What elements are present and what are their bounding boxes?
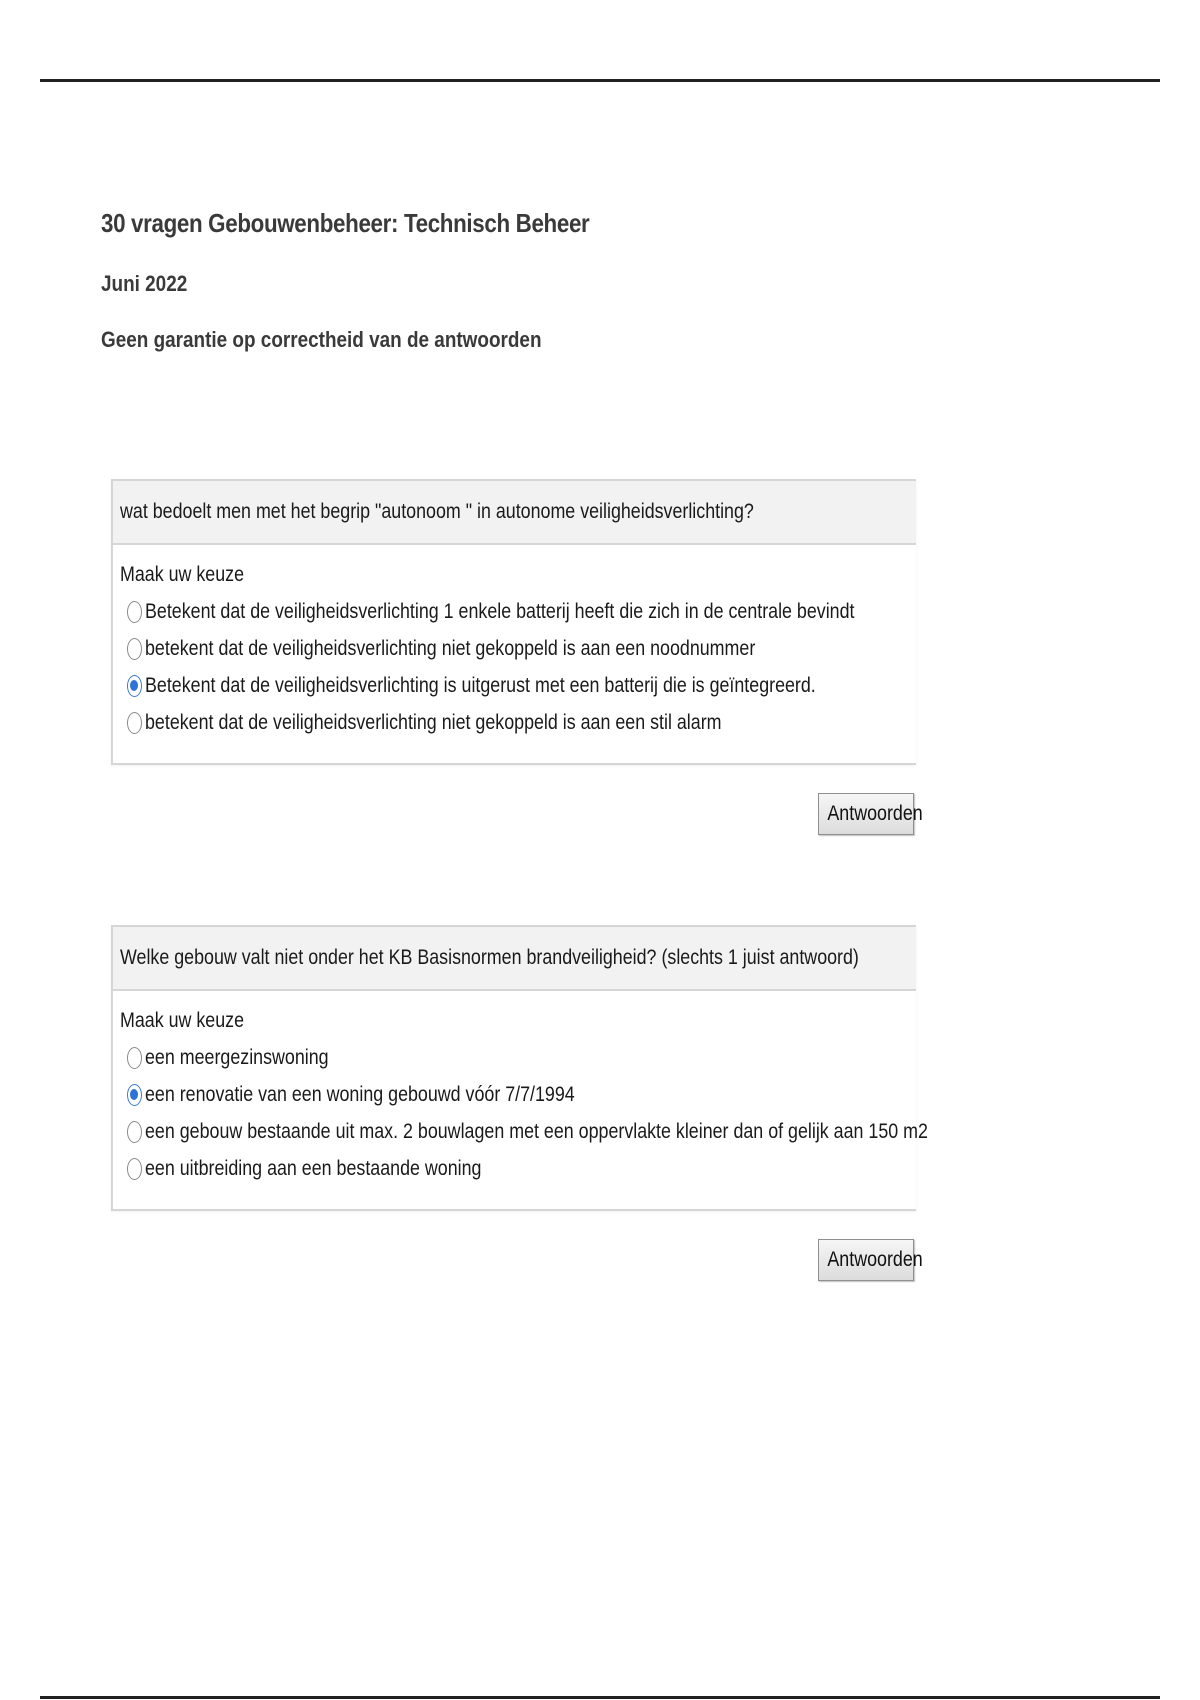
answer-button-label: Antwoorden — [827, 802, 923, 825]
option-row[interactable] — [120, 1150, 909, 1187]
question-body — [113, 545, 916, 763]
option-row[interactable] — [120, 704, 909, 741]
option-row[interactable] — [120, 667, 909, 704]
question-panel — [111, 925, 928, 1211]
question-heading — [113, 481, 916, 545]
option-row[interactable] — [120, 1113, 928, 1150]
radio-button[interactable] — [127, 638, 142, 660]
answer-button[interactable] — [818, 1239, 923, 1281]
radio-button[interactable] — [127, 1047, 142, 1069]
top-rule — [40, 79, 1160, 82]
answer-button[interactable] — [818, 793, 923, 835]
radio-button[interactable] — [127, 601, 142, 623]
document-date: Juni 2022 — [101, 271, 188, 296]
question-text: Welke gebouw valt niet onder het KB Basisnormen brandveiligheid? (slechts 1 juist antwoord) — [120, 946, 859, 969]
option-row[interactable] — [120, 630, 909, 667]
option-row[interactable] — [120, 1076, 909, 1113]
document-header — [101, 208, 1001, 353]
option-row[interactable] — [120, 593, 909, 630]
question-block-1 — [111, 479, 923, 835]
option-label: betekent dat de veiligheidsverlichting niet gekoppeld is aan een noodnummer — [145, 636, 756, 660]
page-title: 30 vragen Gebouwenbeheer: Technisch Beheer — [101, 208, 590, 238]
option-label: een uitbreiding aan een bestaande woning — [145, 1156, 482, 1180]
question-heading — [113, 927, 916, 991]
radio-button[interactable] — [127, 1158, 142, 1180]
question-panel — [111, 479, 916, 765]
radio-button-selected[interactable] — [127, 675, 142, 697]
question-body — [113, 991, 928, 1209]
option-label: een renovatie van een woning gebouwd vóór 7/7/1994 — [145, 1082, 575, 1106]
choose-label: Maak uw keuze — [120, 1009, 245, 1032]
option-row[interactable] — [120, 1039, 909, 1076]
option-label: Betekent dat de veiligheidsverlichting 1 enkele batterij heeft die zich in de centrale bevindt — [145, 599, 855, 623]
question-text: wat bedoelt men met het begrip "autonoom " in autonome veiligheidsverlichting? — [120, 500, 754, 523]
question-block-2 — [111, 925, 928, 1281]
answer-row — [111, 1211, 923, 1281]
document-disclaimer: Geen garantie op correctheid van de antwoorden — [101, 327, 542, 352]
bottom-rule — [40, 1696, 1160, 1699]
radio-button[interactable] — [127, 1121, 142, 1143]
radio-button-selected[interactable] — [127, 1084, 142, 1106]
answer-button-label: Antwoorden — [827, 1248, 923, 1271]
answer-row — [111, 765, 923, 835]
option-label: een gebouw bestaande uit max. 2 bouwlagen met een oppervlakte kleiner dan of gelijk aan 150 m2 — [145, 1119, 928, 1143]
radio-button[interactable] — [127, 712, 142, 734]
option-label: Betekent dat de veiligheidsverlichting is uitgerust met een batterij die is geïntegreerd. — [145, 673, 816, 697]
choose-label: Maak uw keuze — [120, 563, 245, 586]
option-label: een meergezinswoning — [145, 1045, 329, 1069]
option-label: betekent dat de veiligheidsverlichting niet gekoppeld is aan een stil alarm — [145, 710, 722, 734]
